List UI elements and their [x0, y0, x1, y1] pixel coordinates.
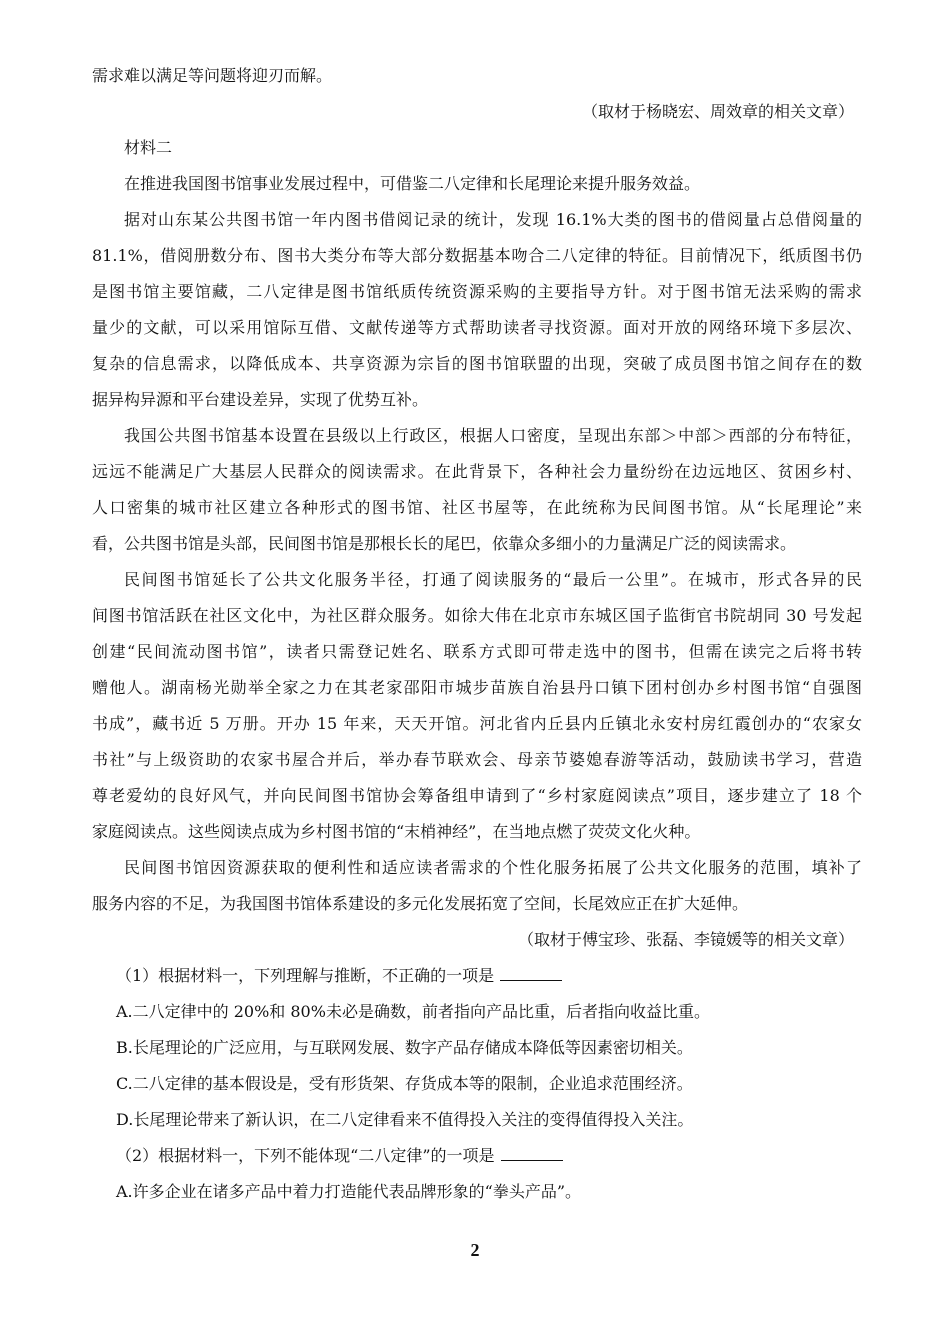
- question-2-option-a: A.许多企业在诸多产品中着力打造能代表品牌形象的“拳头产品”。: [116, 1182, 582, 1201]
- paragraph-line: 书社”与上级资助的农家书屋合并后，举办春节联欢会、母亲节婆媳春游等活动，鼓励读书学习，营造: [92, 750, 862, 769]
- paragraph-line: 家庭阅读点。这些阅读点成为乡村图书馆的“末梢神经”，在当地点燃了荧荧文化火种。: [92, 822, 701, 841]
- paragraph-line: 复杂的信息需求，以降低成本、共享资源为宗旨的图书馆联盟的出现，突破了成员图书馆之间存在的数: [92, 354, 862, 373]
- paragraph-line: 间图书馆活跃在社区文化中，为社区群众服务。如徐大伟在北京市东城区国子监街官书院胡同 30 号发起: [92, 606, 862, 625]
- paragraph-line: 创建“民间流动图书馆”，读者只需登记姓名、联系方式即可带走选中的图书，但需在读完之后将书转: [92, 642, 862, 661]
- paragraph-line: 书成”，藏书近 5 万册。开办 15 年来，天天开馆。河北省内丘县内丘镇北永安村房红霞创办的“农家女: [92, 714, 862, 733]
- question-1-option-b: B.长尾理论的广泛应用，与互联网发展、数字产品存储成本降低等因素密切相关。: [116, 1038, 693, 1057]
- paragraph-line: 量少的文献，可以采用馆际互借、文献传递等方式帮助读者寻找资源。面对开放的网络环境下多层次、: [92, 318, 862, 337]
- paragraph-line: 远远不能满足广大基层人民群众的阅读需求。在此背景下，各种社会力量纷纷在边远地区、贫困乡村、: [92, 462, 862, 481]
- paragraph-line: 在推进我国图书馆事业发展过程中，可借鉴二八定律和长尾理论来提升服务效益。: [124, 174, 701, 193]
- document-page: [92, 58, 862, 1210]
- paragraph-line: 民间图书馆因资源获取的便利性和适应读者需求的个性化服务拓展了公共文化服务的范围，填补了: [124, 858, 862, 877]
- paragraph-line: 是图书馆主要馆藏，二八定律是图书馆纸质传统资源采购的主要指导方针。对于图书馆无法采购的需求: [92, 282, 862, 301]
- paragraph-line: 服务内容的不足，为我国图书馆体系建设的多元化发展拓宽了空间，长尾效应正在扩大延伸。: [92, 894, 749, 913]
- material-heading: 材料二: [124, 138, 173, 157]
- paragraph-line: 我国公共图书馆基本设置在县级以上行政区，根据人口密度，呈现出东部＞中部＞西部的分布特征，: [124, 426, 862, 445]
- question-1-option-c: C.二八定律的基本假设是，受有形货架、存货成本等的限制，企业追求范围经济。: [116, 1074, 693, 1093]
- paragraph-line: 尊老爱幼的良好风气，并向民间图书馆协会筹备组申请到了“乡村家庭阅读点”项目，逐步建立了 18 个: [92, 786, 862, 805]
- question-1-stem: [92, 958, 862, 994]
- paragraph-line: 人口密集的城市社区建立各种形式的图书馆、社区书屋等，在此统称为民间图书馆。从“长尾理论”来: [92, 498, 862, 517]
- paragraph-line: 需求难以满足等问题将迎刃而解。: [92, 66, 333, 85]
- question-stem-text: （1）根据材料一，下列理解与推断，不正确的一项是: [116, 966, 495, 985]
- question-2-stem: [92, 1138, 862, 1174]
- paragraph-line: 民间图书馆延长了公共文化服务半径，打通了阅读服务的“最后一公里”。在城市，形式各异的民: [124, 570, 862, 589]
- source-citation-2: （取材于傅宝珍、张磊、李镜媛等的相关文章）: [517, 930, 854, 949]
- paragraph-line: 据对山东某公共图书馆一年内图书借阅记录的统计，发现 16.1%大类的图书的借阅量占总借阅量的: [124, 210, 862, 229]
- question-stem-text: （2）根据材料一，下列不能体现“二八定律”的一项是: [116, 1146, 495, 1165]
- answer-blank: [500, 966, 562, 981]
- question-1-option-a: A.二八定律中的 20%和 80%未必是确数，前者指向产品比重，后者指向收益比重。: [116, 1002, 710, 1021]
- page-number: 2: [470, 1240, 480, 1260]
- paragraph-line: 看，公共图书馆是头部，民间图书馆是那根长长的尾巴，依靠众多细小的力量满足广泛的阅读需求。: [92, 534, 797, 553]
- question-1-option-d: D.长尾理论带来了新认识，在二八定律看来不值得投入关注的变得值得投入关注。: [116, 1110, 694, 1129]
- paragraph-line: 81.1%，借阅册数分布、图书大类分布等大部分数据基本吻合二八定律的特征。目前情况下，纸质图书仍: [92, 246, 862, 265]
- source-citation-1: （取材于杨晓宏、周效章的相关文章）: [581, 102, 854, 121]
- answer-blank: [501, 1146, 563, 1161]
- paragraph-line: 赠他人。湖南杨光勋举全家之力在其老家邵阳市城步苗族自治县丹口镇下团村创办乡村图书馆“自强图: [92, 678, 862, 697]
- paragraph-line: 据异构异源和平台建设差异，实现了优势互补。: [92, 390, 429, 409]
